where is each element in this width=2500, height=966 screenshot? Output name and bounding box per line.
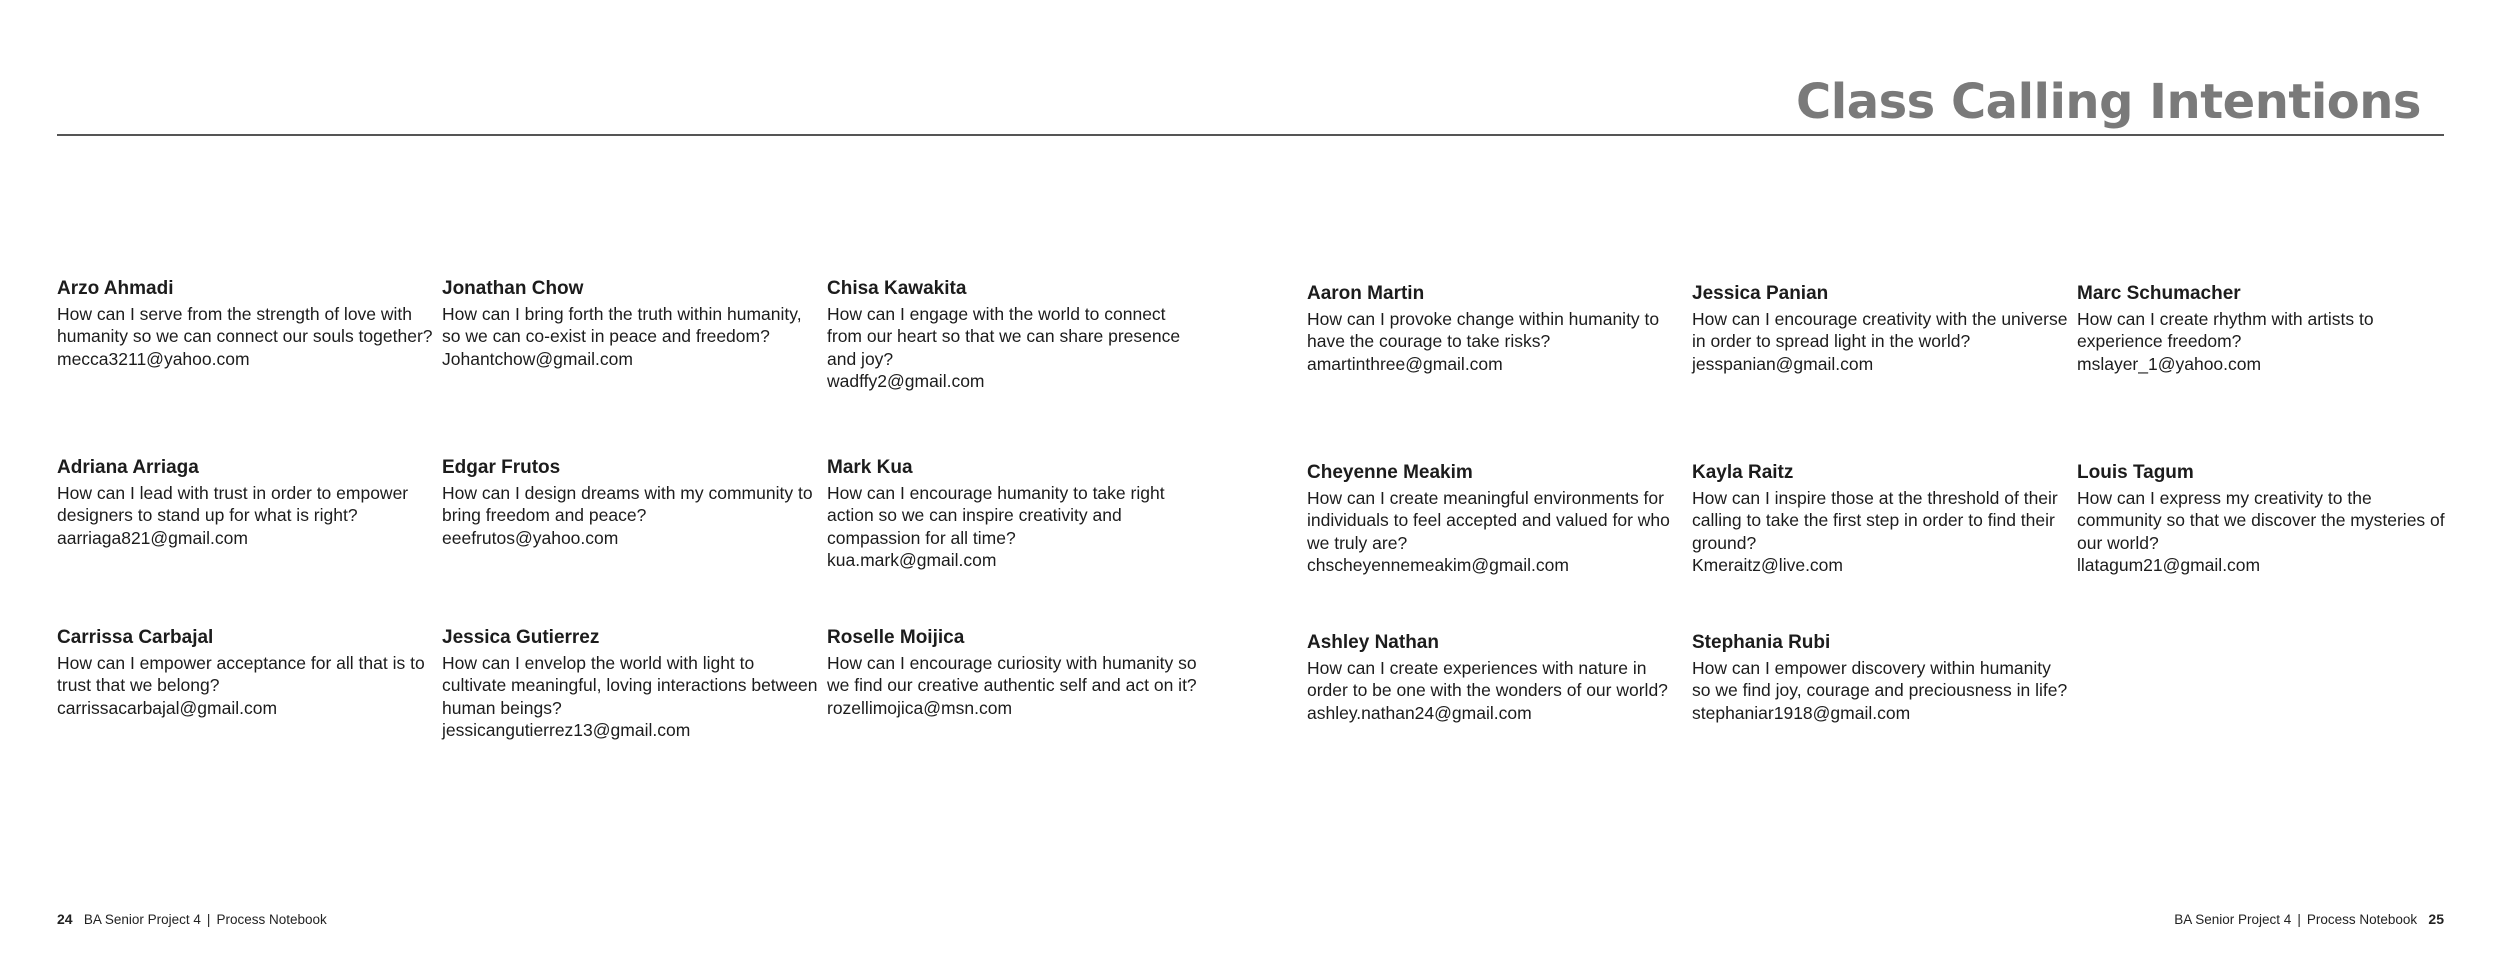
entry-name: Ashley Nathan [1307, 632, 1439, 653]
footer-left-section: Process Notebook [216, 912, 327, 927]
entry-name: Cheyenne Meakim [1307, 462, 1473, 483]
footer-left [57, 911, 327, 927]
entry-email: mslayer_1@yahoo.com [2077, 353, 2262, 374]
entry-name: Aaron Martin [1307, 283, 1425, 304]
entry-card [1307, 632, 1683, 724]
entry-name: Chisa Kawakita [827, 278, 967, 299]
page-title: Class Calling Intentions [1796, 74, 2421, 130]
entry-email: carrissacarbajal@gmail.com [57, 697, 278, 718]
entry-email: kua.mark@gmail.com [827, 550, 997, 571]
entry-email: Kmeraitz@live.com [1692, 555, 1843, 576]
entry-name: Carrissa Carbajal [57, 627, 214, 648]
entry-question: How can I encourage humanity to take right action so we can inspire creativity and compassion for all time? [827, 482, 1165, 548]
entry-card [827, 457, 1203, 572]
entry-question: How can I design dreams with my community to bring freedom and peace? [442, 482, 813, 526]
entry-card [1692, 632, 2068, 724]
entry-card [442, 278, 818, 370]
entry-question: How can I create rhythm with artists to experience freedom? [2077, 308, 2374, 352]
entry-card [442, 627, 818, 742]
entry-card [1307, 283, 1683, 375]
entry-name: Jessica Gutierrez [442, 627, 600, 648]
footer-right-separator: | [2297, 912, 2301, 927]
entry-email: amartinthree@gmail.com [1307, 353, 1503, 374]
page-number-left: 24 [57, 911, 73, 927]
entry-card [827, 278, 1203, 393]
entry-question: How can I create experiences with nature in order to be one with the wonders of our world? [1307, 657, 1668, 701]
entry-email: aarriaga821@gmail.com [57, 527, 248, 548]
entry-name: Arzo Ahmadi [57, 278, 174, 299]
entry-question: How can I bring forth the truth within humanity, so we can co-exist in peace and freedom? [442, 303, 802, 347]
entry-name: Edgar Frutos [442, 457, 561, 478]
entry-question: How can I encourage curiosity with humanity so we find our creative authentic self and act on it? [827, 652, 1197, 696]
entry-card [442, 457, 818, 549]
entry-name: Adriana Arriaga [57, 457, 199, 478]
footer-right [2174, 911, 2444, 927]
entry-question: How can I empower discovery within humanity so we find joy, courage and preciousness in life? [1692, 657, 2068, 701]
entry-email: eeefrutos@yahoo.com [442, 527, 619, 548]
entry-card [1307, 462, 1683, 577]
entry-email: llatagum21@gmail.com [2077, 555, 2261, 576]
entry-question: How can I inspire those at the threshold of their calling to take the first step in order to find their ground? [1692, 487, 2058, 553]
entry-card [57, 278, 433, 370]
entry-question: How can I provoke change within humanity to have the courage to take risks? [1307, 308, 1660, 352]
entry-email: jesspanian@gmail.com [1692, 353, 1874, 374]
entry-name: Marc Schumacher [2077, 283, 2241, 304]
entry-card [2077, 283, 2453, 375]
entry-email: ashley.nathan24@gmail.com [1307, 702, 1532, 723]
footer-left-separator: | [206, 912, 211, 927]
footer-right-section: Process Notebook [2306, 912, 2418, 927]
entry-question: How can I create meaningful environments for individuals to feel accepted and valued for who we truly are? [1307, 487, 1670, 553]
header-rule [57, 134, 2444, 136]
entry-card [1692, 283, 2068, 375]
entry-card [1692, 462, 2068, 577]
entry-card [2077, 462, 2453, 577]
entry-email: jessicangutierrez13@gmail.com [442, 720, 691, 741]
entry-name: Jessica Panian [1692, 283, 1829, 304]
entry-email: stephaniar1918@gmail.com [1692, 702, 1911, 723]
entry-question: How can I envelop the world with light to cultivate meaningful, loving interactions between human beings? [442, 652, 818, 718]
entry-name: Stephania Rubi [1692, 632, 1831, 653]
entry-card [57, 457, 433, 549]
entry-card [827, 627, 1203, 719]
entry-email: mecca3211@yahoo.com [57, 348, 250, 369]
entry-email: chscheyennemeakim@gmail.com [1307, 555, 1569, 576]
entry-question: How can I serve from the strength of love with humanity so we can connect our souls together? [57, 303, 433, 347]
entry-question: How can I lead with trust in order to empower designers to stand up for what is right? [57, 482, 409, 526]
footer-right-text: BA Senior Project 4 [2174, 912, 2292, 927]
entry-email: Johantchow@gmail.com [442, 348, 633, 369]
entry-name: Roselle Moijica [827, 627, 965, 648]
entry-name: Mark Kua [827, 457, 913, 478]
entry-question: How can I express my creativity to the community so that we discover the mysteries of our world? [2077, 487, 2445, 553]
entry-question: How can I empower acceptance for all that is to trust that we belong? [57, 652, 425, 696]
page-number-right: 25 [2428, 911, 2444, 927]
entry-name: Kayla Raitz [1692, 462, 1794, 483]
entry-question: How can I engage with the world to connect from our heart so that we can share presence and joy? [827, 303, 1181, 369]
entry-question: How can I encourage creativity with the universe in order to spread light in the world? [1692, 308, 2068, 352]
entry-email: wadffy2@gmail.com [827, 371, 985, 392]
footer-left-text: BA Senior Project 4 [83, 912, 201, 927]
entry-name: Louis Tagum [2077, 462, 2194, 483]
entry-card [57, 627, 433, 719]
entry-email: rozellimojica@msn.com [827, 697, 1013, 718]
entry-name: Jonathan Chow [442, 278, 584, 299]
